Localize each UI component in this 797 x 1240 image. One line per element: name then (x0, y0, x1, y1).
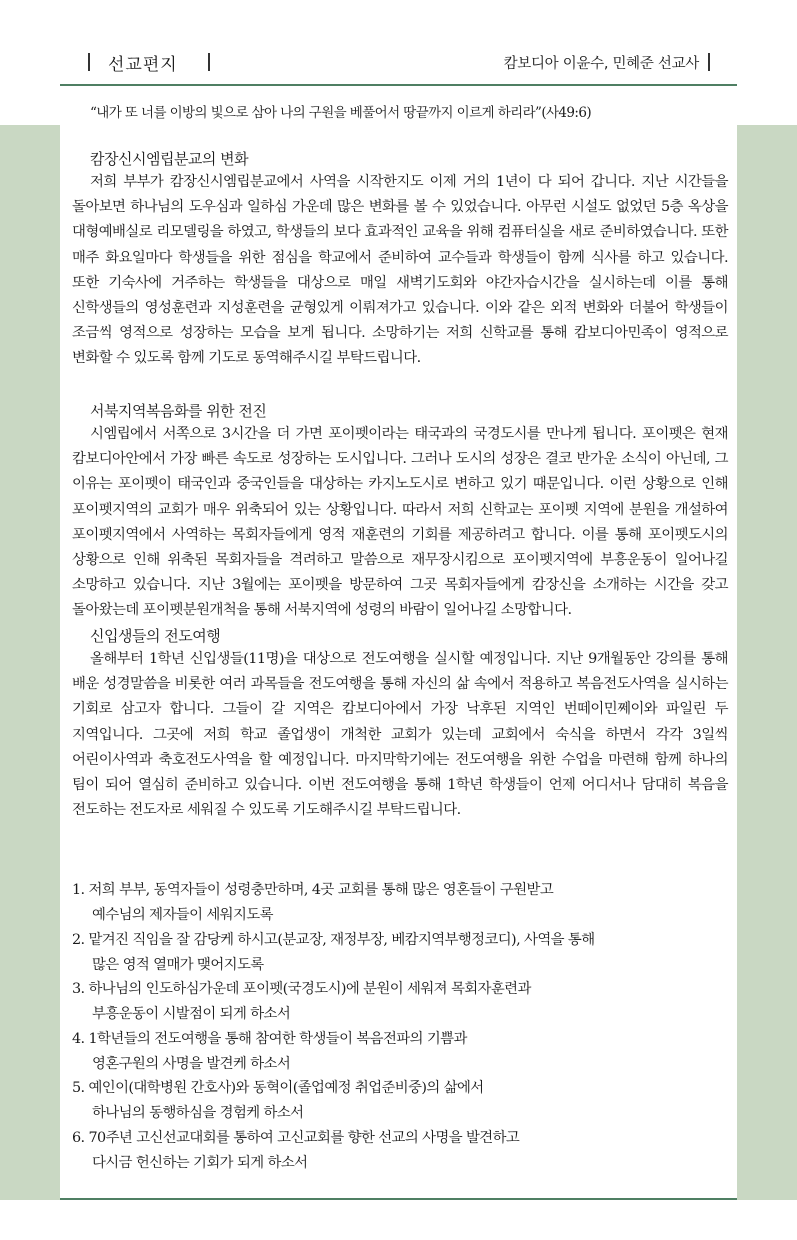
prayer-item (72, 928, 728, 978)
bible-verse: “내가 또 너를 이방의 빛으로 삼아 나의 구원을 베풀어서 땅끝까지 이르게 하리라”(사49:6) (90, 105, 592, 121)
letter-page (60, 0, 737, 1240)
page-header (60, 40, 737, 86)
section-body-2: 시엠립에서 서쪽으로 3시간을 더 가면 포이펫이라는 태국과의 국경도시를 만나게 됩니다. 포이펫은 현재 캄보디아안에서 가장 빠른 속도로 성장하는 도시입니다. 그러나 도시의 성장은 결코 반가운 소식이 아닌데, 그 이유는 포이펫이 태국인과 중국인들을 대상하는 카지노도시로 변하고 있기 때문입니다. 이런 상황으로 인해 포이펫지역의 교회가 매우 위축되어 있는 상황입니다. 따라서 저희 신학교는 포이펫 지역에 분원을 개설하여 포이펫지역에서 사역하는 목회자들에게 영적 재훈련의 기회를 제공하려고 합니다. 이를 통해 포이펫도시의 상황으로 인해 위축된 목회자들을 격려하고 말씀으로 재무장시킴으로 포이펫지역에 부흥운동이 일어나길 소망하고 있습니다. 지난 3월에는 포이펫을 방문하여 그곳 목회자들에게 캄장신을 소개하는 시간을 갖고 돌아왔는데 포이펫분원개척을 통해 서북지역에 성령의 바람이 일어나길 소망합니다. (72, 426, 728, 619)
prayer-item (72, 1126, 728, 1176)
header-bar-middle (208, 53, 210, 71)
right-side-band (737, 125, 797, 1200)
header-bar-left (88, 53, 90, 71)
missionary-name: 캄보디아 이윤수, 민혜준 선교사 (503, 56, 699, 72)
prayer-list (72, 878, 728, 1176)
prayer-line: 3. 하나님의 인도하심가운데 포이펫(국경도시)에 분원이 세워져 목회자훈련과 (72, 981, 531, 998)
header-bar-right (708, 53, 710, 71)
prayer-line-continued: 부흥운동이 시발점이 되게 하소서 (92, 1006, 291, 1023)
prayer-line-continued: 하나님의 동행하심을 경험케 하소서 (92, 1105, 304, 1122)
section-body-1: 저희 부부가 캄장신시엠립분교에서 사역을 시작한지도 이제 거의 1년이 다 되어 갑니다. 지난 시간들을 돌아보면 하나님의 도우심과 일하심 가운데 많은 변화를 볼 수 있었습니다. 아무런 시설도 없었던 5층 옥상을 대형예배실로 리모델링을 하였고, 학생들의 보다 효과적인 교육을 위해 컴퓨터실을 새로 준비하였습니다. 또한 매주 화요일마다 학생들을 위한 점심을 학교에서 준비하여 교수들과 학생들이 함께 식사를 하고 있습니다. 또한 기숙사에 거주하는 학생들을 대상으로 매일 새벽기도회와 야간자습시간을 실시하는데 이를 통해 신학생들의 영성훈련과 지성훈련을 균형있게 이뤄져가고 있습니다. 이와 같은 외적 변화와 더불어 학생들이 조금씩 영적으로 성장하는 모습을 보게 됩니다. 소망하기는 저희 신학교를 통해 캄보디아민족이 영적으로 변화할 수 있도록 함께 기도로 동역해주시길 부탁드립니다. (72, 174, 728, 367)
footer-rule (60, 1198, 737, 1200)
section-body-3: 올해부터 1학년 신입생들(11명)을 대상으로 전도여행을 실시할 예정입니다. 지난 9개월동안 강의를 통해 배운 성경말씀을 비롯한 여러 과목들을 전도여행을 통해 자신의 삶 속에서 적용하고 복음전도사역을 실시하는 기회로 삼고자 합니다. 그들이 갈 지역은 캄보디아에서 가장 낙후된 지역인 번떼이민쩨이와 파일린 두 지역입니다. 그곳에 저희 학교 졸업생이 개척한 교회가 있는데 교회에서 숙식을 하면서 각각 3일씩 어린이사역과 축호전도사역을 할 예정입니다. 마지막학기에는 전도여행을 위한 수업을 마련해 함께 하나의 팀이 되어 열심히 준비하고 있습니다. 이번 전도여행을 통해 1학년 학생들이 언제 어디서나 담대히 복음을 전도하는 전도자로 세워질 수 있도록 기도해주시길 부탁드립니다. (72, 651, 728, 819)
prayer-line-continued: 많은 영적 열매가 맺어지도록 (92, 956, 264, 973)
prayer-line-continued: 예수님의 제자들이 세워지도록 (92, 907, 273, 923)
prayer-item (72, 1027, 728, 1077)
section-title-1: 캄장신시엠립분교의 변화 (90, 150, 249, 168)
prayer-item (72, 1076, 728, 1126)
left-side-band (0, 125, 60, 1200)
prayer-line: 6. 70주년 고신선교대회를 통하여 고신교회를 향한 선교의 사명을 발견하고 (72, 1129, 520, 1146)
prayer-line: 2. 맡겨진 직임을 잘 감당케 하시고(분교장, 재정부장, 베캄지역부행정코디), 사역을 통해 (72, 931, 595, 948)
section-label: 선교편지 (108, 55, 178, 75)
prayer-item (72, 977, 728, 1027)
prayer-line-continued: 다시금 헌신하는 기회가 되게 하소서 (92, 1154, 308, 1171)
prayer-line: 4. 1학년들의 전도여행을 통해 참여한 학생들이 복음전파의 기쁨과 (72, 1030, 467, 1047)
section-title-3: 신입생들의 전도여행 (90, 627, 221, 645)
prayer-line-continued: 영혼구원의 사명을 발견케 하소서 (92, 1055, 291, 1072)
prayer-item (72, 878, 728, 928)
prayer-line: 1. 저희 부부, 동역자들이 성령충만하며, 4곳 교회를 통해 많은 영혼들이 구원받고 (72, 882, 554, 898)
prayer-line: 5. 예인이(대학병원 간호사)와 동혁이(졸업예정 취업준비중)의 삶에서 (72, 1080, 484, 1097)
section-title-2: 서북지역복음화를 위한 전진 (90, 402, 267, 420)
